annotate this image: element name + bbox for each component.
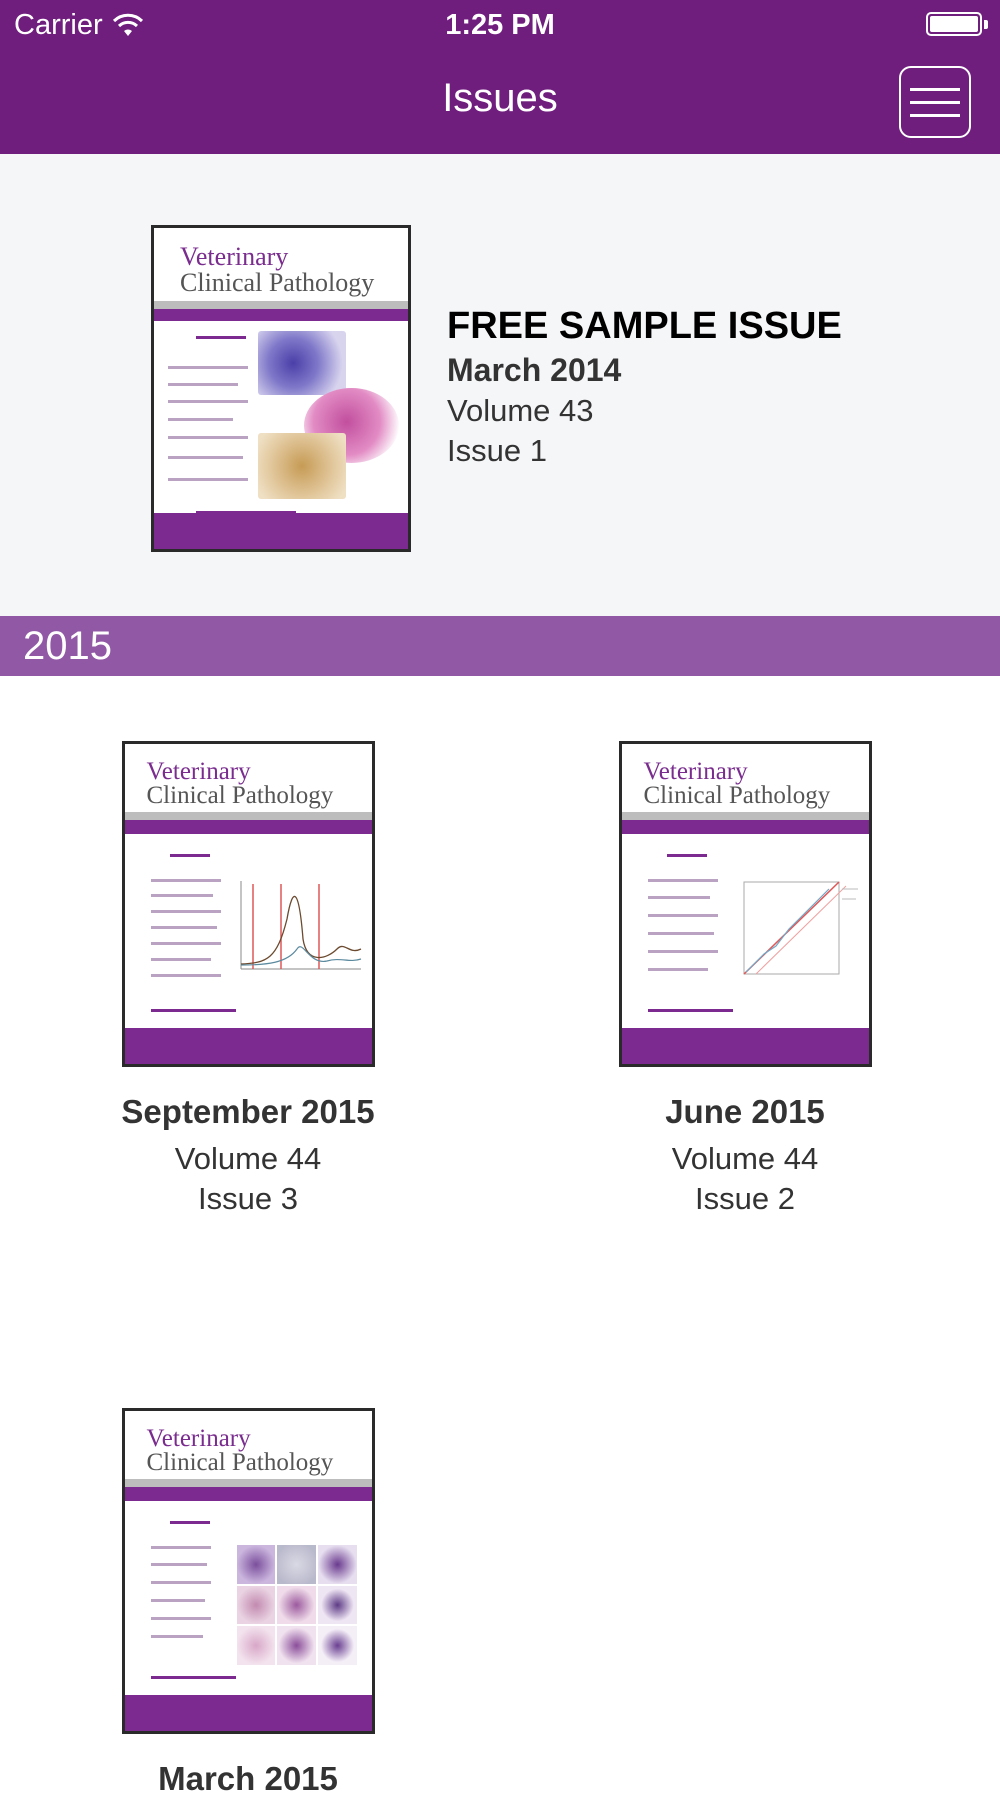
issue-date: September 2015 bbox=[121, 1093, 375, 1130]
featured-issue-info bbox=[447, 305, 842, 469]
hamburger-icon bbox=[910, 88, 960, 117]
cover-journal-title-1: Veterinary bbox=[180, 242, 289, 271]
issue-number: Issue 1 bbox=[447, 433, 547, 468]
cover-journal-title-2: Clinical Pathology bbox=[180, 268, 375, 297]
cover-chart-graphic bbox=[734, 874, 862, 979]
issue-cover[interactable] bbox=[122, 1408, 375, 1734]
cover-micrograph-grid bbox=[237, 1545, 357, 1665]
battery-icon bbox=[926, 12, 982, 36]
year-section-header: 2015 bbox=[0, 616, 1000, 676]
featured-issue[interactable] bbox=[0, 154, 1000, 616]
issue-date: March 2015 bbox=[158, 1760, 338, 1797]
free-sample-label: FREE SAMPLE ISSUE bbox=[447, 305, 842, 347]
issue-item[interactable] bbox=[98, 1408, 398, 1798]
issue-item[interactable] bbox=[98, 741, 398, 1217]
cover-gray-band bbox=[154, 301, 408, 309]
issue-cover-march-2014[interactable] bbox=[151, 225, 411, 552]
cover-journal-title-2: Clinical Pathology bbox=[146, 782, 334, 809]
navigation-bar bbox=[0, 50, 1000, 154]
carrier-label: Carrier bbox=[14, 9, 103, 41]
status-bar bbox=[0, 0, 1000, 50]
cover-subtitle-band bbox=[154, 309, 408, 321]
cover-micrograph-1 bbox=[258, 331, 346, 395]
cover-journal-title-1: Veterinary bbox=[146, 1425, 251, 1452]
cover-journal-title-1: Veterinary bbox=[146, 758, 251, 785]
issue-volume: Volume 43 bbox=[447, 393, 594, 428]
page-title: Issues bbox=[442, 76, 558, 120]
issue-cover[interactable] bbox=[122, 741, 375, 1067]
cover-journal-title-2: Clinical Pathology bbox=[146, 1449, 334, 1476]
issue-volume: Volume 44 bbox=[671, 1141, 819, 1176]
issue-cover[interactable] bbox=[619, 741, 872, 1067]
menu-button[interactable] bbox=[899, 66, 971, 138]
issue-volume: Volume 44 bbox=[174, 1141, 322, 1176]
cover-footer bbox=[154, 513, 408, 549]
cover-journal-title-1: Veterinary bbox=[643, 758, 748, 785]
cover-chart-graphic bbox=[237, 879, 365, 974]
issue-date: March 2014 bbox=[447, 352, 622, 388]
status-time: 1:25 PM bbox=[445, 9, 555, 41]
cover-micrograph-3 bbox=[258, 433, 346, 499]
issue-date: June 2015 bbox=[665, 1093, 825, 1130]
issue-number: Issue 3 bbox=[198, 1181, 298, 1216]
issue-item[interactable] bbox=[595, 741, 895, 1217]
issue-number: Issue 2 bbox=[695, 1181, 795, 1216]
cover-journal-title-2: Clinical Pathology bbox=[643, 782, 831, 809]
